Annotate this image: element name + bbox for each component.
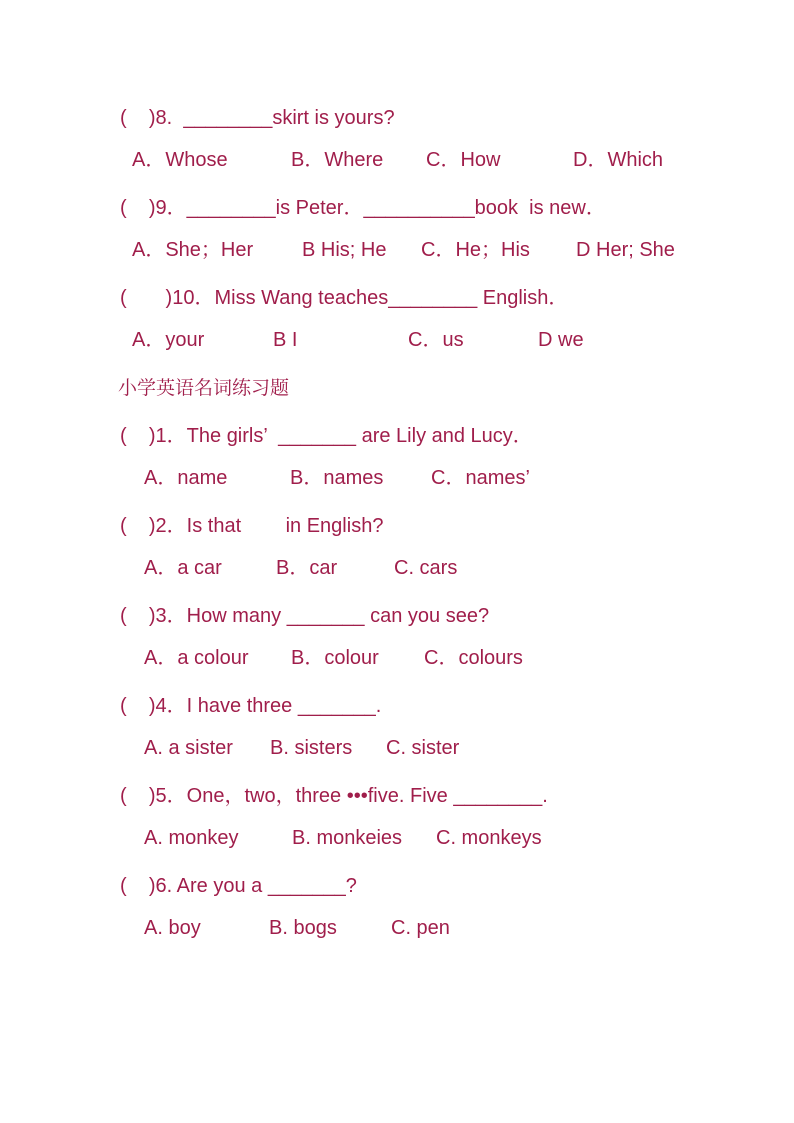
question-2-option-a: A．a car: [144, 557, 222, 579]
section-heading: 小学英语名词练习题: [118, 377, 290, 399]
question-5-stem: ( )5．One，two，three •••five. Five ________.: [120, 785, 548, 807]
question-9-option-a: A．She；Her: [132, 239, 254, 261]
question-9-stem: ( )9．________is Peter．__________book is new．: [120, 197, 606, 219]
question-5-option-a: A. monkey: [144, 827, 239, 849]
question-6-stem: ( )6. Are you a _______?: [120, 875, 357, 897]
question-1-option-c: C．names’: [431, 467, 530, 489]
question-4-option-a: A. a sister: [144, 737, 233, 759]
question-3-stem: ( )3．How many _______ can you see?: [120, 605, 490, 627]
question-8-stem: ( )8. ________skirt is yours?: [120, 107, 395, 129]
question-3-option-c: C．colours: [424, 647, 523, 669]
question-5-option-b: B. monkeies: [292, 827, 403, 849]
question-1-stem: ( )1．The girls’ _______ are Lily and Lucy．: [120, 425, 533, 447]
question-9-option-c: C．He；His: [421, 239, 530, 261]
question-1-option-a: A．name: [144, 467, 228, 489]
question-4-option-c: C. sister: [386, 737, 460, 759]
question-8-option-c: C．How: [426, 149, 501, 171]
question-6-option-b: B. bogs: [269, 917, 337, 939]
question-6-option-a: A. boy: [144, 917, 201, 939]
question-4-option-b: B. sisters: [270, 737, 353, 759]
question-8-option-d: D．Which: [573, 149, 664, 171]
question-1-option-b: B．names: [290, 467, 384, 489]
question-2-option-b: B．car: [276, 557, 338, 579]
question-6-option-c: C. pen: [391, 917, 450, 939]
question-9-option-d: D Her; She: [576, 239, 675, 261]
question-9-option-b: B His; He: [302, 239, 387, 261]
question-10-option-b: B I: [273, 329, 298, 351]
question-10-option-c: C．us: [408, 329, 464, 351]
question-8-option-b: B．Where: [291, 149, 384, 171]
question-10-option-a: A．your: [132, 329, 205, 351]
question-10-stem: ( )10．Miss Wang teaches________ English．: [120, 287, 569, 309]
question-2-option-c: C. cars: [394, 557, 458, 579]
question-2-stem: ( )2．Is that in English?: [120, 515, 384, 537]
question-10-option-d: D we: [538, 329, 584, 351]
question-4-stem: ( )4．I have three _______.: [120, 695, 382, 717]
question-8-option-a: A．Whose: [132, 149, 228, 171]
question-3-option-b: B．colour: [291, 647, 379, 669]
question-3-option-a: A．a colour: [144, 647, 249, 669]
question-5-option-c: C. monkeys: [436, 827, 542, 849]
